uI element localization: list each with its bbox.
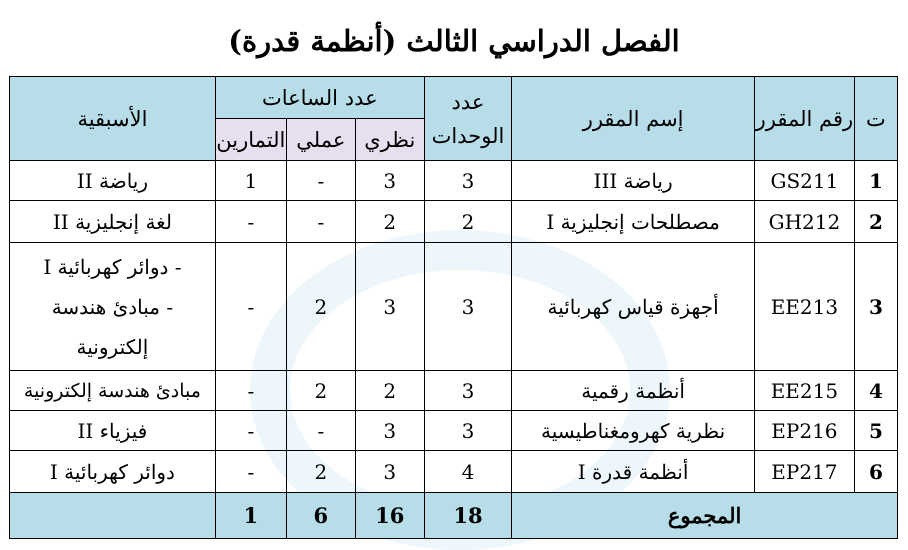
cell-index: 3	[854, 243, 897, 371]
header-prerequisite: الأسبقية	[10, 77, 216, 161]
cell-name: أنظمة قدرة I	[512, 451, 755, 493]
cell-theory: 3	[355, 161, 424, 201]
table-row	[10, 451, 898, 493]
cell-index: 6	[854, 451, 897, 493]
cell-index: 4	[854, 371, 897, 411]
cell-name: أنظمة رقمية	[512, 371, 755, 411]
table-row	[10, 411, 898, 451]
cell-exercises: -	[215, 201, 286, 243]
cell-units: 3	[424, 243, 511, 371]
cell-exercises: -	[215, 243, 286, 371]
cell-practical: 2	[286, 243, 355, 371]
cell-prereq: لغة إنجليزية II	[10, 201, 216, 243]
cell-units: 3	[424, 161, 511, 201]
cell-units: 3	[424, 411, 511, 451]
page-title: الفصل الدراسي الثالث (أنظمة قدرة)	[228, 24, 680, 58]
header-theory: نظري	[355, 119, 424, 161]
cell-prereq: فيزياء II	[10, 411, 216, 451]
cell-theory: 2	[355, 201, 424, 243]
cell-name: رياضة III	[512, 161, 755, 201]
table-row	[10, 201, 898, 243]
cell-exercises: -	[215, 451, 286, 493]
cell-prereq	[10, 243, 216, 371]
prereq-line: إلكترونية	[76, 334, 149, 359]
cell-index: 2	[854, 201, 897, 243]
cell-theory: 3	[355, 243, 424, 371]
cell-practical: -	[286, 201, 355, 243]
cell-name: أجهزة قياس كهربائية	[512, 243, 755, 371]
total-exercises: 1	[215, 493, 286, 539]
table-row	[10, 161, 898, 201]
cell-units: 2	[424, 201, 511, 243]
cell-units: 3	[424, 371, 511, 411]
cell-units: 4	[424, 451, 511, 493]
header-exercises: التمارين	[215, 119, 286, 161]
cell-index: 1	[854, 161, 897, 201]
prereq-line: - مبادئ هندسة	[51, 294, 174, 319]
totals-empty-cell	[10, 493, 216, 539]
cell-exercises: 1	[215, 161, 286, 201]
header-hours: عدد الساعات	[215, 77, 424, 119]
cell-theory: 3	[355, 451, 424, 493]
header-practical: عملي	[286, 119, 355, 161]
header-course-code: رقم المقرر	[755, 77, 855, 161]
cell-practical: 2	[286, 451, 355, 493]
header-index: ت	[854, 77, 897, 161]
cell-exercises: -	[215, 411, 286, 451]
cell-index: 5	[854, 411, 897, 451]
cell-name: نظرية كهرومغناطيسية	[512, 411, 755, 451]
cell-theory: 2	[355, 371, 424, 411]
cell-code: EP217	[755, 451, 855, 493]
cell-practical: -	[286, 411, 355, 451]
cell-practical: -	[286, 161, 355, 201]
courses-table	[9, 76, 898, 539]
cell-code: GS211	[755, 161, 855, 201]
cell-code: EE215	[755, 371, 855, 411]
cell-code: GH212	[755, 201, 855, 243]
totals-label: المجموع	[512, 493, 898, 539]
table-row	[10, 371, 898, 411]
total-units: 18	[424, 493, 511, 539]
cell-prereq: رياضة II	[10, 161, 216, 201]
cell-code: EP216	[755, 411, 855, 451]
prereq-line: - دوائر كهربائية I	[43, 254, 182, 279]
cell-code: EE213	[755, 243, 855, 371]
table-row	[10, 243, 898, 371]
header-course-name: إسم المقرر	[512, 77, 755, 161]
cell-prereq: مبادئ هندسة إلكترونية	[10, 371, 216, 411]
header-units: عدد الوحدات	[424, 77, 511, 161]
total-practical: 6	[286, 493, 355, 539]
cell-prereq: دوائر كهربائية I	[10, 451, 216, 493]
totals-row	[10, 493, 898, 539]
cell-name: مصطلحات إنجليزية I	[512, 201, 755, 243]
total-theory: 16	[355, 493, 424, 539]
cell-theory: 3	[355, 411, 424, 451]
cell-exercises: -	[215, 371, 286, 411]
cell-practical: 2	[286, 371, 355, 411]
